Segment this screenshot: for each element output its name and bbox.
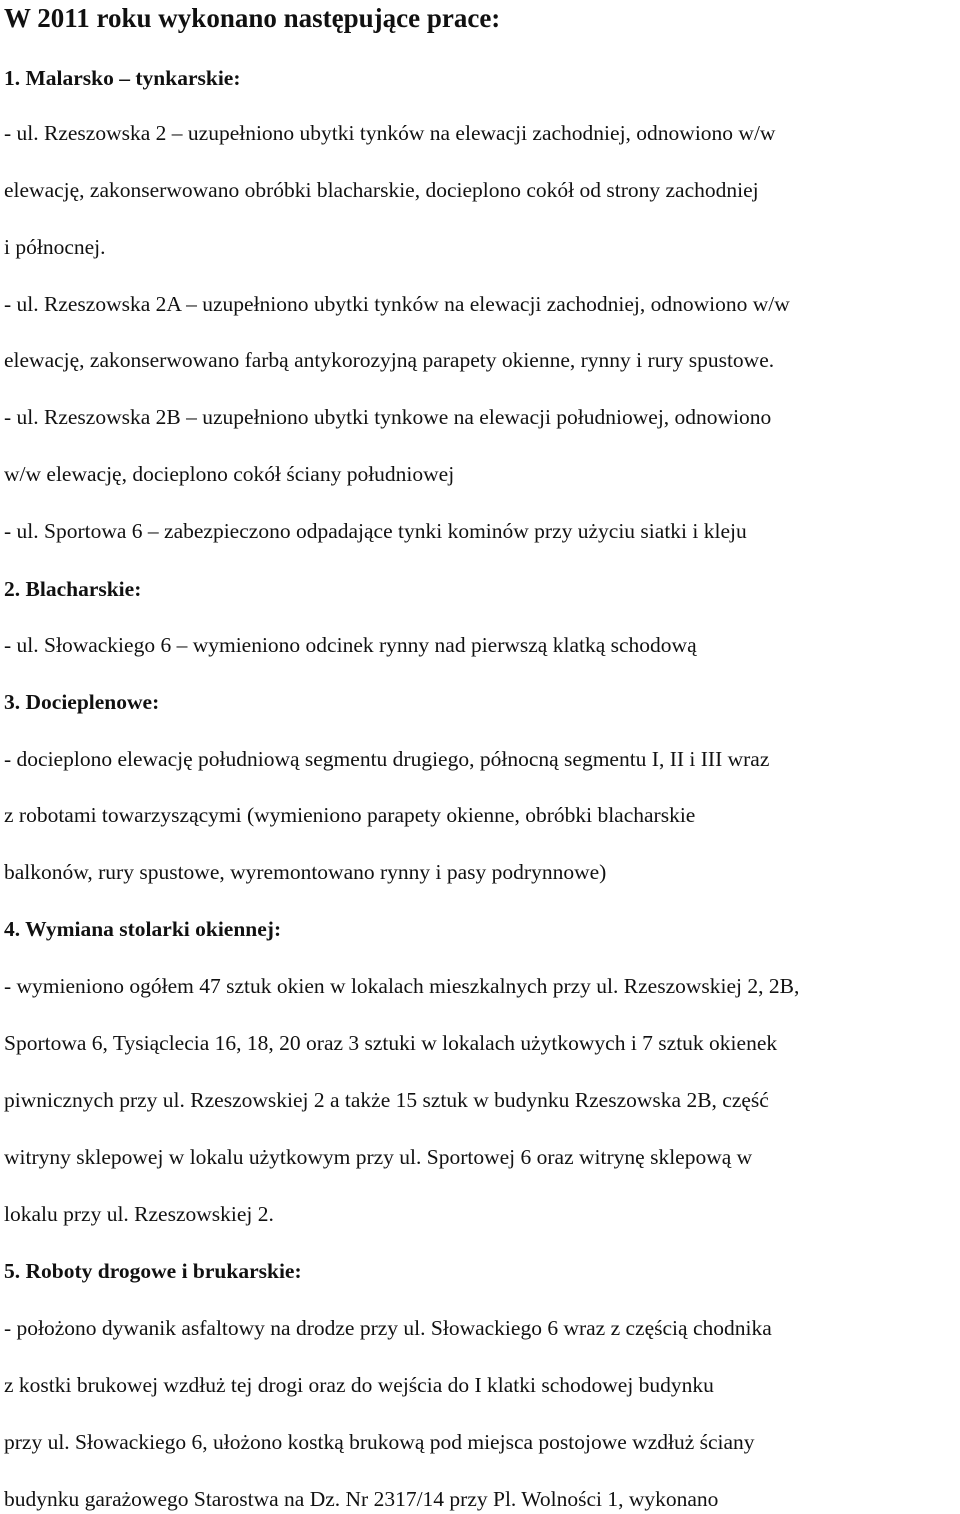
paragraph-line: - ul. Rzeszowska 2B – uzupełniono ubytki tynkowe na elewacji południowej, odnowiono: [4, 405, 772, 429]
section-heading-painting: 1. Malarsko – tynkarskie:: [4, 66, 241, 90]
paragraph-line: i północnej.: [4, 235, 106, 259]
section-heading-insulation: 3. Docieplenowe:: [4, 690, 160, 714]
section-heading-windows: 4. Wymiana stolarki okiennej:: [4, 917, 282, 941]
document-title: W 2011 roku wykonano następujące prace:: [4, 3, 501, 33]
paragraph-line: - ul. Słowackiego 6 – wymieniono odcinek rynny nad pierwszą klatką schodową: [4, 633, 697, 657]
paragraph-line: przy ul. Słowackiego 6, ułożono kostką brukową pod miejsca postojowe wzdłuż ściany: [4, 1430, 755, 1454]
paragraph-line: witryny sklepowej w lokalu użytkowym przy ul. Sportowej 6 oraz witrynę sklepową w: [4, 1145, 753, 1169]
paragraph-line: - położono dywanik asfaltowy na drodze przy ul. Słowackiego 6 wraz z częścią chodnika: [4, 1316, 772, 1340]
paragraph-line: - docieplono elewację południową segmentu drugiego, północną segmentu I, II i III wraz: [4, 747, 770, 771]
section-heading-roadworks: 5. Roboty drogowe i brukarskie:: [4, 1259, 302, 1283]
paragraph-line: piwnicznych przy ul. Rzeszowskiej 2 a także 15 sztuk w budynku Rzeszowska 2B, część: [4, 1088, 769, 1112]
paragraph-line: - ul. Sportowa 6 – zabezpieczono odpadające tynki kominów przy użyciu siatki i kleju: [4, 519, 747, 543]
paragraph-line: z kostki brukowej wzdłuż tej drogi oraz do wejścia do I klatki schodowej budynku: [4, 1373, 714, 1397]
paragraph-line: - ul. Rzeszowska 2A – uzupełniono ubytki tynków na elewacji zachodniej, odnowiono w/w: [4, 292, 790, 316]
section-heading-roofing: 2. Blacharskie:: [4, 577, 142, 601]
paragraph-line: - wymieniono ogółem 47 sztuk okien w lokalach mieszkalnych przy ul. Rzeszowskiej 2, 2B,: [4, 974, 800, 998]
paragraph-line: Sportowa 6, Tysiąclecia 16, 18, 20 oraz 3 sztuki w lokalach użytkowych i 7 sztuk okienek: [4, 1031, 778, 1055]
paragraph-line: elewację, zakonserwowano farbą antykorozyjną parapety okienne, rynny i rury spustowe.: [4, 348, 775, 372]
paragraph-line: lokalu przy ul. Rzeszowskiej 2.: [4, 1202, 274, 1226]
paragraph-line: balkonów, rury spustowe, wyremontowano rynny i pasy podrynnowe): [4, 860, 607, 884]
paragraph-line: budynku garażowego Starostwa na Dz. Nr 2317/14 przy Pl. Wolności 1, wykonano: [4, 1487, 719, 1511]
paragraph-line: elewację, zakonserwowano obróbki blacharskie, docieplono cokół od strony zachodniej: [4, 178, 759, 202]
paragraph-line: - ul. Rzeszowska 2 – uzupełniono ubytki tynków na elewacji zachodniej, odnowiono w/w: [4, 121, 776, 145]
paragraph-line: w/w elewację, docieplono cokół ściany południowej: [4, 462, 455, 486]
paragraph-line: z robotami towarzyszącymi (wymieniono parapety okienne, obróbki blacharskie: [4, 803, 696, 827]
